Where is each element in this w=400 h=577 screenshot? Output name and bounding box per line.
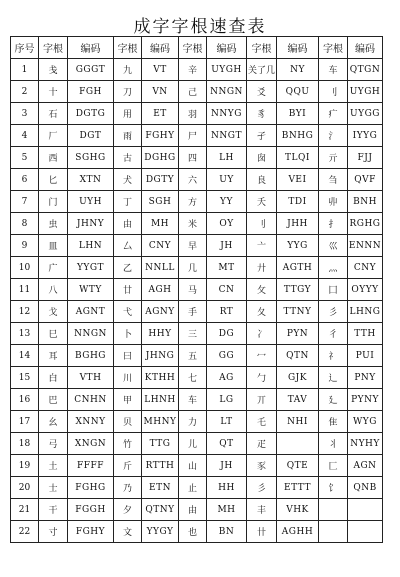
root-cell: 攵 bbox=[247, 279, 277, 301]
root-cell: 巴 bbox=[39, 389, 68, 411]
root-cell: 豕 bbox=[247, 455, 277, 477]
root-cell: 弋 bbox=[114, 301, 142, 323]
table-row bbox=[11, 103, 383, 125]
code-cell: NNGT bbox=[207, 125, 247, 147]
code-cell: TTG bbox=[142, 433, 179, 455]
code-cell: LH bbox=[207, 147, 247, 169]
root-cell: 灬 bbox=[319, 257, 348, 279]
code-cell: WTY bbox=[68, 279, 114, 301]
code-cell: AGNT bbox=[68, 301, 114, 323]
code-cell: YYG bbox=[277, 235, 319, 257]
header-root: 字根 bbox=[179, 37, 207, 59]
code-cell: AGHH bbox=[277, 521, 319, 543]
code-cell: TTNY bbox=[277, 301, 319, 323]
code-cell: QTN bbox=[277, 345, 319, 367]
root-cell: 广 bbox=[39, 257, 68, 279]
table-row bbox=[11, 257, 383, 279]
code-cell: BNHG bbox=[277, 125, 319, 147]
code-cell: SGHG bbox=[68, 147, 114, 169]
code-cell: ETTT bbox=[277, 477, 319, 499]
row-index-cell: 5 bbox=[11, 147, 39, 169]
root-cell: 三 bbox=[179, 323, 207, 345]
code-cell: ETN bbox=[142, 477, 179, 499]
root-cell: 囱 bbox=[247, 147, 277, 169]
row-index-cell: 14 bbox=[11, 345, 39, 367]
code-cell: RT bbox=[207, 301, 247, 323]
root-cell bbox=[319, 499, 348, 521]
row-index-cell: 21 bbox=[11, 499, 39, 521]
row-index-cell: 20 bbox=[11, 477, 39, 499]
code-cell: DG bbox=[207, 323, 247, 345]
root-cell: 车 bbox=[319, 59, 348, 81]
code-cell: QTE bbox=[277, 455, 319, 477]
root-cell: 匚 bbox=[319, 455, 348, 477]
root-cell: 马 bbox=[179, 279, 207, 301]
root-cell: 曰 bbox=[114, 345, 142, 367]
root-cell: 夕 bbox=[114, 499, 142, 521]
code-cell: QTGN bbox=[348, 59, 383, 81]
root-cell: 幺 bbox=[39, 411, 68, 433]
code-cell: BNH bbox=[348, 191, 383, 213]
code-cell: AGNY bbox=[142, 301, 179, 323]
root-cell: 礻 bbox=[319, 345, 348, 367]
code-cell: QTNY bbox=[142, 499, 179, 521]
code-cell: FGHG bbox=[68, 477, 114, 499]
root-cell: 匕 bbox=[39, 169, 68, 191]
root-cell: 十 bbox=[39, 81, 68, 103]
header-code: 编码 bbox=[68, 37, 114, 59]
root-cell: 廾 bbox=[247, 257, 277, 279]
root-cell: 彡 bbox=[247, 477, 277, 499]
code-cell: XNNY bbox=[68, 411, 114, 433]
root-cell: 力 bbox=[179, 411, 207, 433]
root-cell: 五 bbox=[179, 345, 207, 367]
code-cell: MH bbox=[207, 499, 247, 521]
table-row bbox=[11, 191, 383, 213]
root-cell: 文 bbox=[114, 521, 142, 543]
code-cell: XTN bbox=[68, 169, 114, 191]
row-index-cell: 7 bbox=[11, 191, 39, 213]
table-row bbox=[11, 301, 383, 323]
code-cell: MHNY bbox=[142, 411, 179, 433]
row-index-cell: 18 bbox=[11, 433, 39, 455]
root-cell: 九 bbox=[114, 59, 142, 81]
code-cell: TTH bbox=[348, 323, 383, 345]
root-cell: 勹 bbox=[247, 367, 277, 389]
root-cell: 弓 bbox=[39, 433, 68, 455]
root-cell: 刀 bbox=[114, 81, 142, 103]
code-cell: WYG bbox=[348, 411, 383, 433]
root-cell: 皿 bbox=[39, 235, 68, 257]
root-cell: 廴 bbox=[319, 389, 348, 411]
root-cell: 甲 bbox=[114, 389, 142, 411]
root-cell: 疋 bbox=[247, 433, 277, 455]
code-cell: FGH bbox=[68, 81, 114, 103]
row-index-cell: 15 bbox=[11, 367, 39, 389]
code-cell: CNHN bbox=[68, 389, 114, 411]
root-cell: 八 bbox=[39, 279, 68, 301]
root-cell: 止 bbox=[179, 477, 207, 499]
table-row bbox=[11, 235, 383, 257]
root-cell: 巛 bbox=[319, 235, 348, 257]
root-cell: 虫 bbox=[39, 213, 68, 235]
code-cell: BN bbox=[207, 521, 247, 543]
code-cell bbox=[277, 433, 319, 455]
code-cell: DGT bbox=[68, 125, 114, 147]
row-index-cell: 22 bbox=[11, 521, 39, 543]
code-cell: XNGN bbox=[68, 433, 114, 455]
header-row bbox=[11, 37, 383, 59]
code-cell: QQU bbox=[277, 81, 319, 103]
root-cell: 丁 bbox=[114, 191, 142, 213]
header-code: 编码 bbox=[277, 37, 319, 59]
root-cell: 刂 bbox=[319, 81, 348, 103]
table-row bbox=[11, 499, 383, 521]
root-cell: 隹 bbox=[319, 411, 348, 433]
root-cell: 方 bbox=[179, 191, 207, 213]
code-cell: PYNY bbox=[348, 389, 383, 411]
page-title: 成字字根速查表 bbox=[133, 17, 267, 37]
code-cell: JH bbox=[207, 455, 247, 477]
root-cell: 乃 bbox=[114, 477, 142, 499]
table-row bbox=[11, 147, 383, 169]
root-cell: 西 bbox=[39, 147, 68, 169]
code-cell: MH bbox=[142, 213, 179, 235]
root-cell: 扌 bbox=[319, 213, 348, 235]
code-cell: DGHG bbox=[142, 147, 179, 169]
root-cell: 儿 bbox=[179, 433, 207, 455]
root-cell: 竹 bbox=[114, 433, 142, 455]
root-cell: 六 bbox=[179, 169, 207, 191]
code-cell: VEI bbox=[277, 169, 319, 191]
code-cell: TDI bbox=[277, 191, 319, 213]
root-cell: 厂 bbox=[39, 125, 68, 147]
header-code: 编码 bbox=[207, 37, 247, 59]
root-cell: 川 bbox=[114, 367, 142, 389]
table-row bbox=[11, 213, 383, 235]
root-cell: 夂 bbox=[247, 301, 277, 323]
root-cell: 囗 bbox=[319, 279, 348, 301]
root-cell: 乇 bbox=[247, 411, 277, 433]
code-cell: VTH bbox=[68, 367, 114, 389]
row-index-cell: 11 bbox=[11, 279, 39, 301]
code-cell: NHI bbox=[277, 411, 319, 433]
code-cell: FGGH bbox=[68, 499, 114, 521]
code-cell: IYYG bbox=[348, 125, 383, 147]
root-cell: 疒 bbox=[319, 103, 348, 125]
root-cell: 石 bbox=[39, 103, 68, 125]
code-cell: CNY bbox=[348, 257, 383, 279]
code-cell: AG bbox=[207, 367, 247, 389]
code-cell: RGHG bbox=[348, 213, 383, 235]
code-cell: OYYY bbox=[348, 279, 383, 301]
root-cell: 饣 bbox=[319, 477, 348, 499]
row-index-cell: 3 bbox=[11, 103, 39, 125]
code-cell: PNY bbox=[348, 367, 383, 389]
code-cell: DGTY bbox=[142, 169, 179, 191]
header-root: 字根 bbox=[114, 37, 142, 59]
code-cell: NNYG bbox=[207, 103, 247, 125]
root-cell: 土 bbox=[39, 455, 68, 477]
code-cell: AGH bbox=[142, 279, 179, 301]
code-cell: HHY bbox=[142, 323, 179, 345]
root-cell: 丬 bbox=[319, 433, 348, 455]
root-cell: 辶 bbox=[319, 367, 348, 389]
code-cell: FFFF bbox=[68, 455, 114, 477]
code-cell: TLQI bbox=[277, 147, 319, 169]
header-root: 字根 bbox=[39, 37, 68, 59]
root-cell: 亓 bbox=[319, 147, 348, 169]
code-cell: QVF bbox=[348, 169, 383, 191]
code-cell: PUI bbox=[348, 345, 383, 367]
row-index-cell: 10 bbox=[11, 257, 39, 279]
root-cell: 丰 bbox=[247, 499, 277, 521]
code-cell: CN bbox=[207, 279, 247, 301]
root-cell: 刍 bbox=[319, 169, 348, 191]
header-code: 编码 bbox=[142, 37, 179, 59]
root-cell: 古 bbox=[114, 147, 142, 169]
code-cell: VHK bbox=[277, 499, 319, 521]
root-cell: 寸 bbox=[39, 521, 68, 543]
root-cell: 夭 bbox=[247, 191, 277, 213]
code-cell: UYGH bbox=[348, 81, 383, 103]
root-cell: 车 bbox=[179, 389, 207, 411]
root-cell: 几 bbox=[179, 257, 207, 279]
root-cell: 卄 bbox=[247, 521, 277, 543]
root-cell: 丌 bbox=[247, 389, 277, 411]
code-cell: UY bbox=[207, 169, 247, 191]
table-row bbox=[11, 169, 383, 191]
code-cell: NY bbox=[277, 59, 319, 81]
code-cell: UYH bbox=[68, 191, 114, 213]
table-row bbox=[11, 323, 383, 345]
code-cell: BGHG bbox=[68, 345, 114, 367]
code-cell: LG bbox=[207, 389, 247, 411]
root-cell: 爻 bbox=[247, 81, 277, 103]
root-cell: 廿 bbox=[114, 279, 142, 301]
row-index-cell: 8 bbox=[11, 213, 39, 235]
code-cell: TTGY bbox=[277, 279, 319, 301]
code-cell: QT bbox=[207, 433, 247, 455]
root-cell bbox=[319, 521, 348, 543]
code-cell: ET bbox=[142, 103, 179, 125]
code-cell: AGTH bbox=[277, 257, 319, 279]
code-cell: FJJ bbox=[348, 147, 383, 169]
root-cell: 巳 bbox=[39, 323, 68, 345]
root-cell: 斤 bbox=[114, 455, 142, 477]
root-cell: 贝 bbox=[114, 411, 142, 433]
table-row bbox=[11, 477, 383, 499]
root-cell: 士 bbox=[39, 477, 68, 499]
header-root: 字根 bbox=[319, 37, 348, 59]
code-cell: LHN bbox=[68, 235, 114, 257]
header-index: 序号 bbox=[11, 37, 39, 59]
root-cell: 七 bbox=[179, 367, 207, 389]
code-cell: LHNH bbox=[142, 389, 179, 411]
table-row bbox=[11, 433, 383, 455]
table-row bbox=[11, 521, 383, 543]
code-cell: JHH bbox=[277, 213, 319, 235]
code-cell: QNB bbox=[348, 477, 383, 499]
root-cell: 厶 bbox=[114, 235, 142, 257]
root-cell: 冫 bbox=[247, 323, 277, 345]
table-row bbox=[11, 81, 383, 103]
root-cell: 彳 bbox=[319, 323, 348, 345]
row-index-cell: 6 bbox=[11, 169, 39, 191]
root-cell: 豸 bbox=[247, 103, 277, 125]
code-cell: NNGN bbox=[207, 81, 247, 103]
root-cell: 白 bbox=[39, 367, 68, 389]
root-cell: 耳 bbox=[39, 345, 68, 367]
code-cell: TAV bbox=[277, 389, 319, 411]
table-row bbox=[11, 455, 383, 477]
root-cell: 由 bbox=[114, 213, 142, 235]
root-cell: 戈 bbox=[39, 301, 68, 323]
code-cell: VN bbox=[142, 81, 179, 103]
code-cell: RTTH bbox=[142, 455, 179, 477]
code-cell: ENNN bbox=[348, 235, 383, 257]
table-row bbox=[11, 345, 383, 367]
code-cell: NYHY bbox=[348, 433, 383, 455]
table-row bbox=[11, 59, 383, 81]
code-cell: GGGT bbox=[68, 59, 114, 81]
code-cell: SGH bbox=[142, 191, 179, 213]
code-cell: LHNG bbox=[348, 301, 383, 323]
code-cell: UYGG bbox=[348, 103, 383, 125]
root-cell: 丱 bbox=[319, 191, 348, 213]
root-cell: 由 bbox=[179, 499, 207, 521]
root-cell: 卜 bbox=[114, 323, 142, 345]
row-index-cell: 16 bbox=[11, 389, 39, 411]
code-cell: KTHH bbox=[142, 367, 179, 389]
code-cell: YYGT bbox=[68, 257, 114, 279]
code-cell: JHNG bbox=[142, 345, 179, 367]
table-row bbox=[11, 279, 383, 301]
root-cell: 米 bbox=[179, 213, 207, 235]
code-cell: LT bbox=[207, 411, 247, 433]
root-cell: 羽 bbox=[179, 103, 207, 125]
table-body bbox=[11, 59, 383, 543]
row-index-cell: 2 bbox=[11, 81, 39, 103]
code-cell: YY bbox=[207, 191, 247, 213]
root-cell: 干 bbox=[39, 499, 68, 521]
code-cell: GG bbox=[207, 345, 247, 367]
row-index-cell: 9 bbox=[11, 235, 39, 257]
root-cell: 孑 bbox=[247, 125, 277, 147]
table-row bbox=[11, 389, 383, 411]
code-cell: PYN bbox=[277, 323, 319, 345]
table-row bbox=[11, 125, 383, 147]
code-cell: VT bbox=[142, 59, 179, 81]
header-root: 字根 bbox=[247, 37, 277, 59]
root-cell: 雨 bbox=[114, 125, 142, 147]
root-cell: 早 bbox=[179, 235, 207, 257]
row-index-cell: 13 bbox=[11, 323, 39, 345]
row-index-cell: 4 bbox=[11, 125, 39, 147]
code-cell: DGTG bbox=[68, 103, 114, 125]
root-cell: 戋 bbox=[39, 59, 68, 81]
root-cell: 关了几 bbox=[247, 59, 277, 81]
code-cell: JHNY bbox=[68, 213, 114, 235]
root-cell: 门 bbox=[39, 191, 68, 213]
root-cell: 乙 bbox=[114, 257, 142, 279]
root-cell: 辛 bbox=[179, 59, 207, 81]
row-index-cell: 12 bbox=[11, 301, 39, 323]
code-cell: YYGY bbox=[142, 521, 179, 543]
root-cell: 己 bbox=[179, 81, 207, 103]
code-cell: GJK bbox=[277, 367, 319, 389]
root-cell: 手 bbox=[179, 301, 207, 323]
code-cell: NNGN bbox=[68, 323, 114, 345]
code-cell: FGHY bbox=[142, 125, 179, 147]
code-cell: AGN bbox=[348, 455, 383, 477]
row-index-cell: 17 bbox=[11, 411, 39, 433]
row-index-cell: 1 bbox=[11, 59, 39, 81]
root-cell: 冖 bbox=[247, 345, 277, 367]
code-cell bbox=[348, 521, 383, 543]
root-cell: 亠 bbox=[247, 235, 277, 257]
root-cell: 用 bbox=[114, 103, 142, 125]
root-cell: 山 bbox=[179, 455, 207, 477]
root-cell: 四 bbox=[179, 147, 207, 169]
root-cell: 刂 bbox=[247, 213, 277, 235]
root-lookup-table bbox=[10, 36, 383, 543]
code-cell: FGHY bbox=[68, 521, 114, 543]
code-cell: BYI bbox=[277, 103, 319, 125]
table-row bbox=[11, 411, 383, 433]
code-cell: CNY bbox=[142, 235, 179, 257]
root-cell: 良 bbox=[247, 169, 277, 191]
code-cell: OY bbox=[207, 213, 247, 235]
code-cell: MT bbox=[207, 257, 247, 279]
code-cell bbox=[348, 499, 383, 521]
row-index-cell: 19 bbox=[11, 455, 39, 477]
root-cell: 尸 bbox=[179, 125, 207, 147]
root-cell: 犬 bbox=[114, 169, 142, 191]
root-cell: 氵 bbox=[319, 125, 348, 147]
root-cell: 彡 bbox=[319, 301, 348, 323]
code-cell: JH bbox=[207, 235, 247, 257]
code-cell: HH bbox=[207, 477, 247, 499]
table-row bbox=[11, 367, 383, 389]
code-cell: NNLL bbox=[142, 257, 179, 279]
root-cell: 也 bbox=[179, 521, 207, 543]
header-code: 编码 bbox=[348, 37, 383, 59]
code-cell: UYGH bbox=[207, 59, 247, 81]
